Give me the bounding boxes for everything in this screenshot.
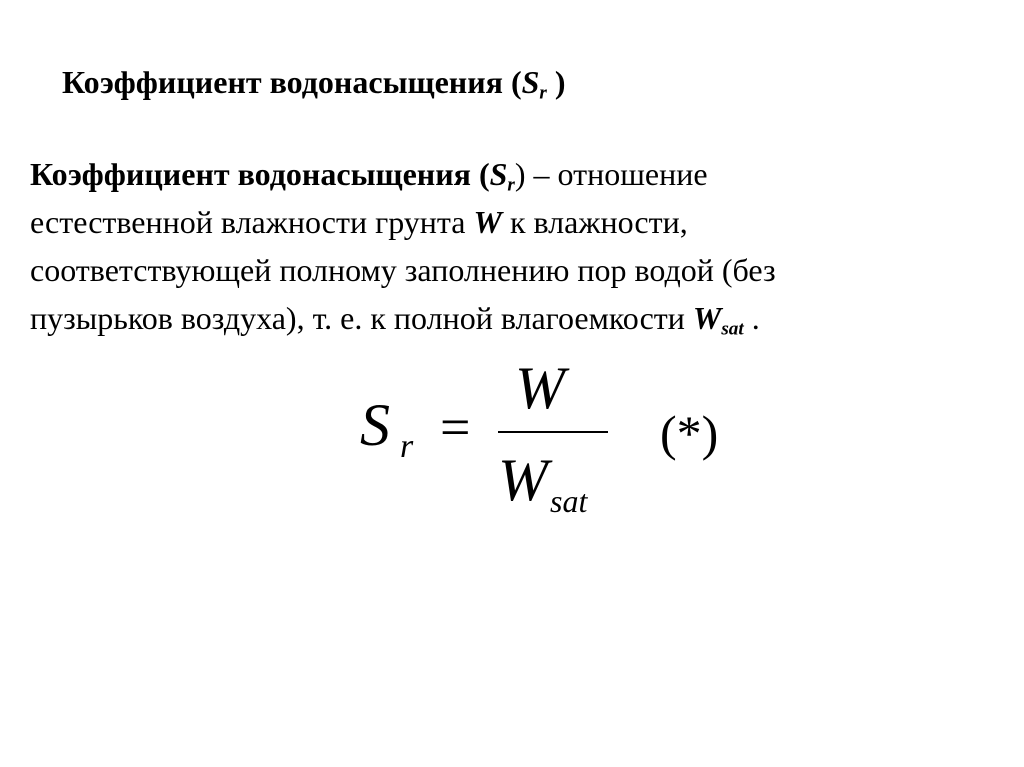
formula-fraction-bar [498,431,608,433]
definition-line-4 [30,294,1010,342]
definition-symbol: S [489,156,508,192]
definition-subscript: r [507,174,515,196]
definition-paragraph [30,150,1010,342]
definition-close-paren: ) [514,156,526,192]
line4-symbol: W [692,300,722,336]
line2-text-before: естественной влажности грунта [30,204,474,240]
definition-term: Коэффициент водонасыщения ( [30,156,490,192]
formula-tag: (*) [660,405,719,461]
definition-line-1 [30,150,1010,198]
formula-lhs-subscript: r [400,428,414,465]
title-subscript: r [539,82,547,104]
line2-text-after: к влажности, [501,204,688,240]
definition-rest: – отношение [525,156,708,192]
definition-line-3: соответствующей полному заполнению пор водой (без [30,252,776,288]
line4-text-before: пузырьков воздуха), т. е. к полной влагоемкости [30,300,693,336]
title-text: Коэффициент водонасыщения ( [62,64,522,100]
slide-title [62,60,566,104]
formula-equals: = [440,397,471,457]
line4-end: . [743,300,760,336]
title-close: ) [546,64,566,100]
formula-denominator-symbol: W [498,447,548,513]
formula-lhs-symbol: S [360,392,390,458]
line2-symbol: W [473,204,502,240]
formula-numerator: W [515,355,565,421]
line4-subscript: sat [721,318,744,340]
title-symbol: S [521,64,540,100]
definition-line-2 [30,198,1010,246]
formula-denominator-subscript: sat [550,483,588,519]
